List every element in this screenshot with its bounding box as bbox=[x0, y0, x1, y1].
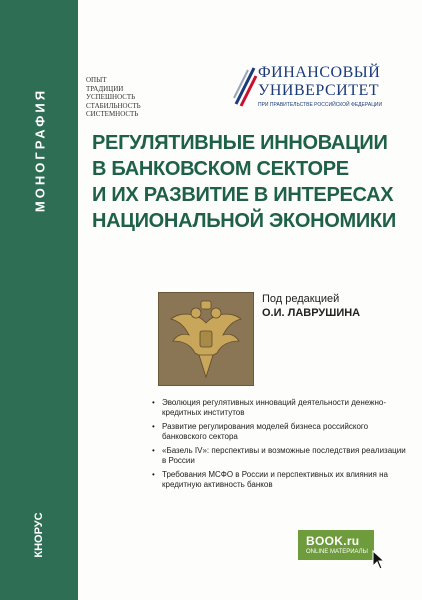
editor-name: О.И. ЛАВРУШИНА bbox=[262, 307, 361, 319]
list-item-text: «Базель IV»: перспективы и возможные последствия реализации в России bbox=[162, 446, 406, 465]
list-item bbox=[152, 422, 412, 442]
value-item: ТРАДИЦИИ bbox=[86, 84, 124, 93]
list-item bbox=[152, 470, 412, 490]
double-headed-eagle-icon bbox=[159, 293, 253, 385]
bullet-icon: • bbox=[152, 470, 155, 479]
badge-main: BOOK.ru bbox=[306, 534, 360, 548]
bullet-icon: • bbox=[152, 446, 155, 455]
book-title bbox=[92, 130, 408, 234]
value-item: ОПЫТ bbox=[86, 76, 107, 84]
value-item: СИСТЕМНОСТЬ bbox=[86, 110, 139, 118]
university-logo bbox=[232, 62, 392, 114]
side-title bbox=[10, 80, 70, 220]
title-line: И ИХ РАЗВИТИЕ В ИНТЕРЕСАХ bbox=[92, 184, 394, 206]
badge-sub: ONLINE МАТЕРИАЛЫ bbox=[306, 549, 368, 555]
bullet-icon: • bbox=[152, 398, 155, 407]
list-item-text: Требования МСФО в России и перспективных их влияния на кредитную активность банков bbox=[162, 470, 388, 489]
title-line: В БАНКОВСКОМ СЕКТОРЕ bbox=[92, 158, 349, 180]
genre-label: МОНОГРАФИЯ bbox=[32, 87, 48, 213]
list-item-text: Развитие регулирования моделей бизнеса российского банковского сектора bbox=[162, 422, 369, 441]
editor-prefix: Под редакцией bbox=[262, 293, 340, 305]
title-line: НАЦИОНАЛЬНОЙ ЭКОНОМИКИ bbox=[92, 210, 396, 232]
logo-line-3: ПРИ ПРАВИТЕЛЬСТВЕ РОССИЙСКОЙ ФЕДЕРАЦИИ bbox=[258, 102, 383, 108]
list-item-text: Эволюция регулятивных инноваций деятельности денежно-кредитных институтов bbox=[162, 398, 387, 417]
publisher bbox=[14, 505, 64, 565]
cursor-icon bbox=[372, 550, 386, 570]
bullet-icon: • bbox=[152, 422, 155, 431]
side-band bbox=[0, 0, 78, 600]
logo-line-1: ФИНАНСОВЫЙ bbox=[258, 64, 381, 81]
topics-list bbox=[152, 398, 412, 494]
publisher-name: КНОРУС bbox=[33, 512, 45, 558]
coat-of-arms-image bbox=[158, 292, 254, 386]
editor-block bbox=[262, 292, 360, 320]
logo-line-2: УНИВЕРСИТЕТ bbox=[258, 82, 380, 99]
title-line: РЕГУЛЯТИВНЫЕ ИННОВАЦИИ bbox=[92, 132, 388, 154]
values-list bbox=[86, 76, 141, 119]
list-item bbox=[152, 398, 412, 418]
flag-stripes-icon bbox=[232, 62, 258, 114]
list-item bbox=[152, 446, 412, 466]
value-item: УСПЕШНОСТЬ bbox=[86, 93, 136, 101]
value-item: СТАБИЛЬНОСТЬ bbox=[86, 101, 141, 110]
bookru-badge[interactable] bbox=[298, 530, 374, 560]
